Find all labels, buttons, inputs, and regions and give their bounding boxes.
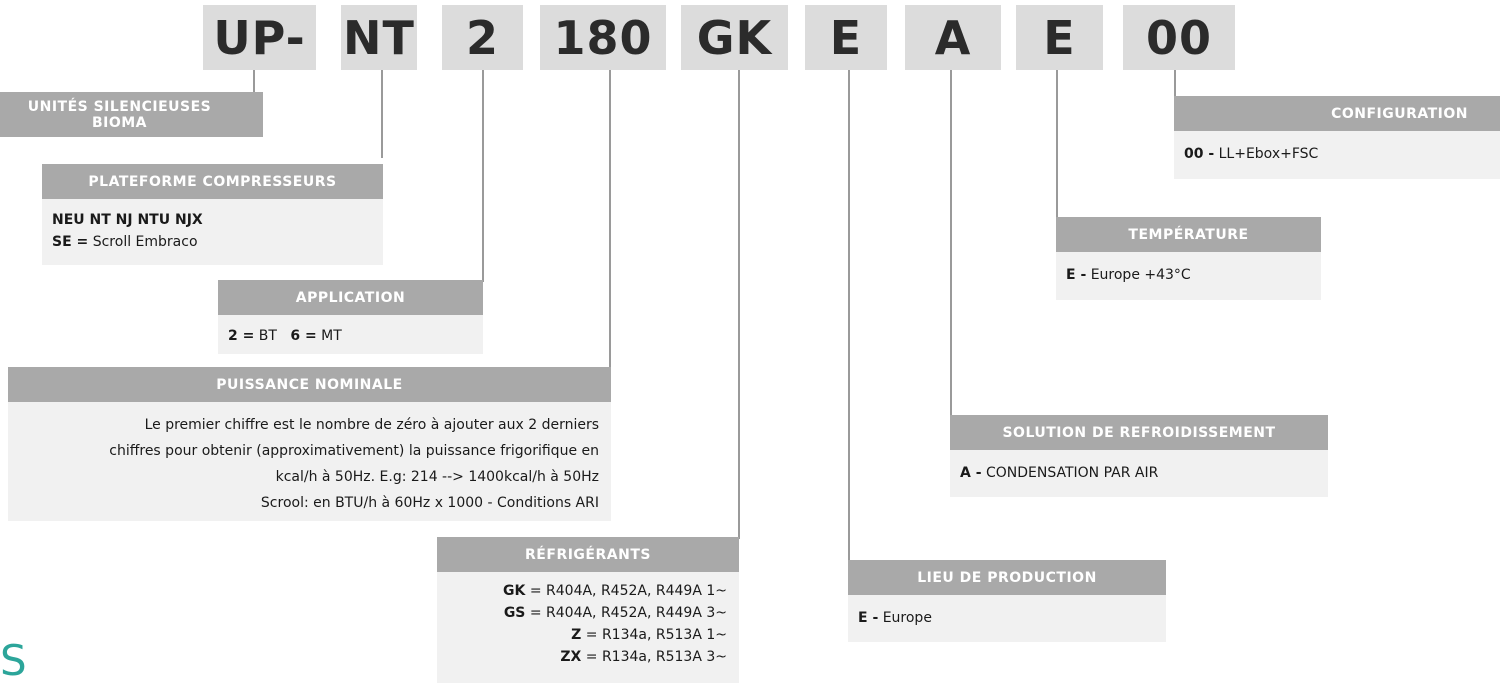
application-bt-text: BT (254, 328, 277, 344)
power-header: PUISSANCE NOMINALE (8, 367, 611, 402)
power-body (8, 402, 611, 521)
configuration-box (1174, 96, 1500, 179)
cooling-body (950, 450, 1328, 497)
cooling-header: SOLUTION DE REFROIDISSEMENT (950, 415, 1328, 450)
brand-logo-partial: S (0, 636, 27, 685)
connector-line (482, 70, 484, 282)
cooling-text: CONDENSATION PAR AIR (981, 465, 1159, 481)
code-segment-application: 2 (442, 5, 523, 70)
series-header (0, 92, 263, 137)
code-segment-temperature: E (1016, 5, 1103, 70)
production-box (848, 560, 1166, 642)
configuration-code: 00 - (1184, 146, 1215, 162)
refrigerant-text: = R134a, R513A 3~ (581, 649, 727, 665)
refrigerant-text: = R404A, R452A, R449A 1~ (525, 583, 727, 599)
connector-line (253, 70, 255, 92)
power-line: Le premier chiffre est le nombre de zéro à ajouter aux 2 derniers (144, 417, 599, 433)
temperature-header: TEMPÉRATURE (1056, 217, 1321, 252)
refrigerants-box (437, 537, 739, 683)
configuration-header: CONFIGURATION (1174, 96, 1500, 131)
production-text: Europe (878, 610, 932, 626)
code-segment-configuration: 00 (1123, 5, 1235, 70)
series-title-line2: BIOMA (91, 114, 148, 131)
code-segment-power: 180 (540, 5, 666, 70)
code-segment-cooling: A (905, 5, 1001, 70)
connector-line (738, 70, 740, 539)
refrigerant-text: = R134a, R513A 1~ (581, 627, 727, 643)
application-mt-text: MT (316, 328, 342, 344)
power-box (8, 367, 611, 521)
series-title-line1: UNITÉS SILENCIEUSES (27, 98, 212, 115)
application-bt-code: 2 = (228, 328, 255, 344)
power-line: chiffres pour obtenir (approximativement) la puissance frigorifique en (109, 443, 599, 459)
configuration-text: LL+Ebox+FSC (1214, 146, 1319, 162)
application-header: APPLICATION (218, 280, 483, 315)
power-line: Scrool: en BTU/h à 60Hz x 1000 - Conditions ARI (260, 495, 599, 511)
platform-models: NEU NT NJ NTU NJX (52, 212, 203, 228)
refrigerant-text: = R404A, R452A, R449A 3~ (525, 605, 727, 621)
platform-box (42, 164, 383, 265)
configuration-body (1174, 131, 1500, 179)
series-box (0, 92, 263, 137)
application-body (218, 315, 483, 354)
cooling-code: A - (960, 465, 982, 481)
application-box (218, 280, 483, 354)
temperature-code: E - (1066, 267, 1087, 283)
code-segment-platform: NT (341, 5, 417, 70)
connector-line (848, 70, 850, 562)
connector-line (1056, 70, 1058, 217)
temperature-box (1056, 217, 1321, 300)
refrigerant-code: GS (503, 605, 526, 621)
temperature-body (1056, 252, 1321, 300)
production-code: E - (858, 610, 879, 626)
code-segment-production: E (805, 5, 887, 70)
platform-body (42, 199, 383, 265)
temperature-text: Europe +43°C (1086, 267, 1191, 283)
refrigerant-code: GK (503, 583, 526, 599)
code-segment-series: UP- (203, 5, 316, 70)
production-header: LIEU DE PRODUCTION (848, 560, 1166, 595)
cooling-box (950, 415, 1328, 497)
refrigerants-body (437, 572, 739, 683)
power-line: kcal/h à 50Hz. E.g: 214 --> 1400kcal/h à 50Hz (275, 469, 599, 485)
connector-line (950, 70, 952, 415)
application-mt-code: 6 = (290, 328, 317, 344)
refrigerants-header: RÉFRIGÉRANTS (437, 537, 739, 572)
platform-se-text: Scroll Embraco (88, 234, 198, 250)
refrigerant-code: Z (571, 627, 582, 643)
connector-line (1174, 70, 1176, 97)
connector-line (609, 70, 611, 370)
code-segment-refrigerant: GK (681, 5, 788, 70)
platform-header: PLATEFORME COMPRESSEURS (42, 164, 383, 199)
connector-line (381, 70, 383, 158)
platform-se-code: SE = (52, 234, 89, 250)
refrigerant-code: ZX (560, 649, 582, 665)
production-body (848, 595, 1166, 642)
